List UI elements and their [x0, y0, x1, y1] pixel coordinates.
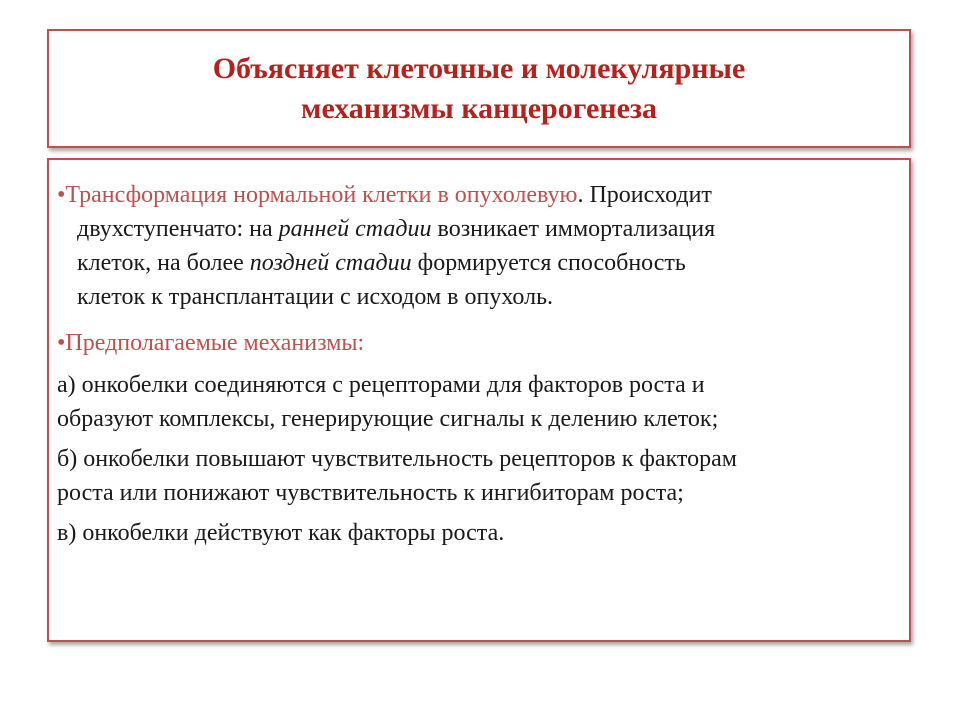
bullet-line-4: клеток к трансплантации с исходом в опухоль. [77, 284, 554, 310]
bullet-heading-transformation: Трансформация нормальной клетки в опухолевую [65, 182, 578, 208]
text-run: формируется способность [411, 250, 686, 276]
italic-text-early-stage: ранней стадии [278, 216, 432, 242]
text-run: клеток, на более [77, 250, 250, 276]
bullet-text: . Происходит [577, 182, 712, 208]
mechanism-c-line-1: в) онкобелки действуют как факторы роста. [57, 520, 505, 546]
bullet-line [57, 326, 889, 360]
mechanism-c [57, 516, 889, 550]
bullet-line-2 [57, 212, 889, 246]
mechanism-a-line-2: образуют комплексы, генерирующие сигналы к делению клеток; [57, 406, 719, 432]
mechanism-a-line-1: а) онкобелки соединяются с рецепторами для факторов роста и [57, 372, 705, 398]
italic-text-late-stage: поздней стадии [249, 250, 412, 276]
bullet-marker: • [57, 182, 66, 208]
slide-title-line-1: Объясняет клеточные и молекулярные [212, 51, 746, 85]
mechanism-a [57, 368, 889, 436]
text-run: возникает иммортализация [431, 216, 716, 242]
bullet-line-1 [57, 178, 889, 212]
bullet-line-3 [57, 246, 889, 280]
bullet-heading-mechanisms: Предполагаемые механизмы: [65, 330, 365, 356]
content-box [47, 158, 911, 642]
bullet-item-transformation [57, 178, 889, 314]
text-run: двухступенчато: на [77, 216, 279, 242]
mechanism-b-line-1: б) онкобелки повышают чувствительность рецепторов к факторам [57, 446, 737, 472]
mechanism-b-line-2: роста или понижают чувствительность к ингибиторам роста; [57, 480, 684, 506]
mechanism-b [57, 442, 889, 510]
bullet-item-mechanisms [57, 326, 889, 360]
bullet-marker: • [57, 330, 66, 356]
title-box [47, 29, 911, 148]
slide-title-line-2: механизмы канцерогенеза [301, 91, 657, 125]
